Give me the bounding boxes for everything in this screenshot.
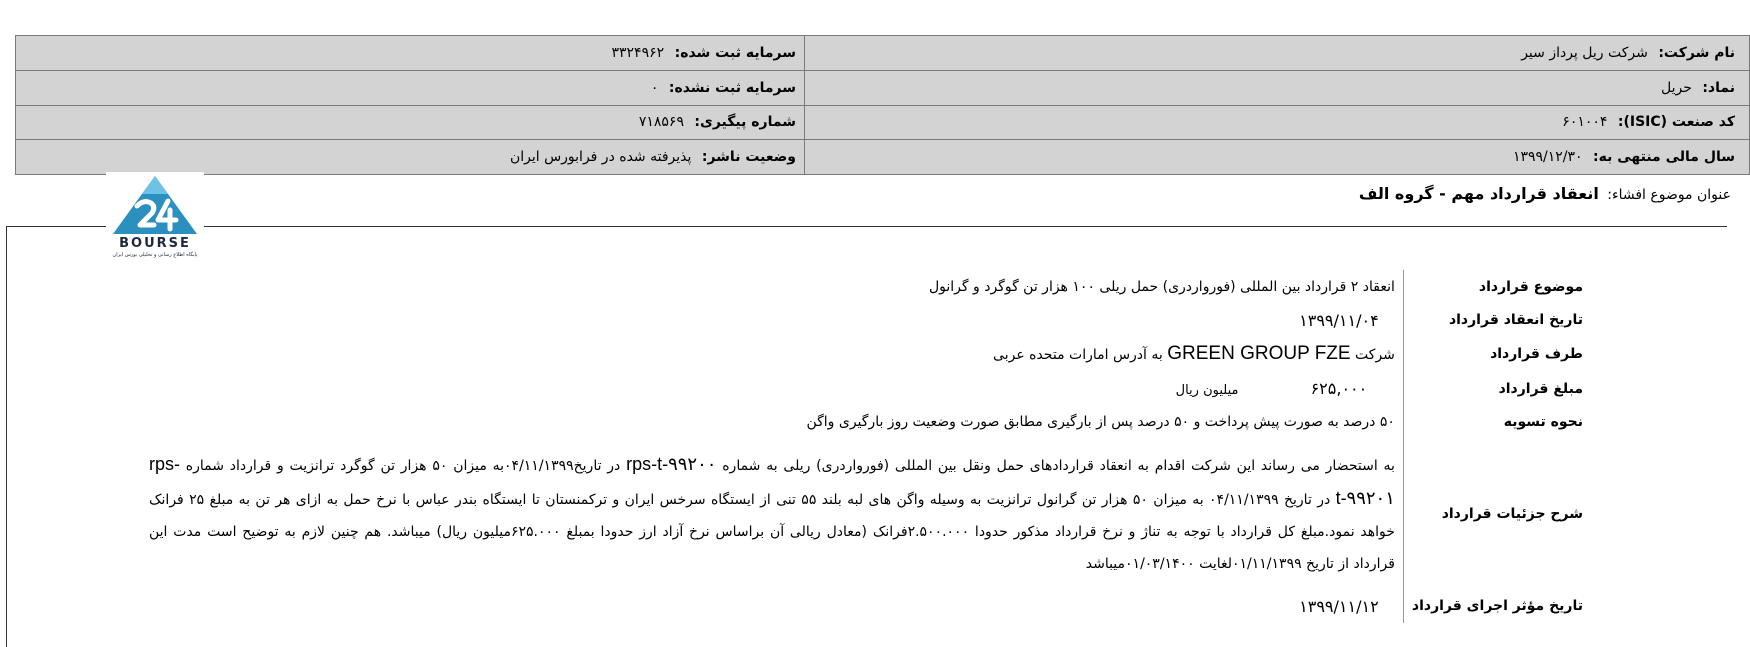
unregistered-capital-label: سرمایه ثبت نشده:	[668, 79, 796, 96]
bourse-logo	[106, 172, 204, 260]
disclosure-subject-value: انعقاد قرارداد مهم - گروه الف	[1358, 184, 1599, 203]
symbol-label: نماد:	[1702, 79, 1735, 96]
detail-row-subject	[149, 270, 1589, 304]
tracking-number-value: ۷۱۸۵۶۹	[638, 114, 684, 131]
unregistered-capital-cell	[16, 70, 805, 105]
description-part-3: در تاریخ ۰۴/۱۱/۱۳۹۹ به میزان ۵۰ هزار تن گرانول ترانزیت به وسیله واگن های لبه بلند ۵۵ تنی از ایستگاه سرخس ایران و ترکمنستان تا ایستگاه بندر عباس با نرخ حمل به ازای هر تن به مبلغ ۲۵ فرانک خواهد نمود.مبلغ کل قرارداد با توجه به تناژ و نرخ قرارداد مذکور حدودا ۲.۵۰۰.۰۰۰فرانک (معادل ریالی آن براساس نرخ آزاد ارز حدودا بمبلغ ۶۲۵.۰۰۰میلیون ریال) میباشد. هم چنین لازم به توضیح است مدت این قرارداد از تاریخ ۰۱/۱۱/۱۳۹۹لغایت ۰۱/۰۳/۱۴۰۰میباشد	[149, 492, 1395, 572]
disclosure-subject-label: عنوان موضوع افشاء:	[1607, 187, 1731, 203]
contract-amount-cell	[149, 372, 1403, 405]
disclosure-subject	[1359, 184, 1731, 203]
company-name-cell	[805, 36, 1750, 71]
contract-party-suffix: به آدرس امارات متحده عربی	[993, 347, 1163, 363]
company-info-table	[15, 35, 1750, 175]
contract-details-table	[149, 270, 1589, 623]
isic-label: کد صنعت (ISIC):	[1617, 114, 1735, 131]
contract-amount-unit: میلیون ریال	[1175, 383, 1239, 398]
isic-value: ۶۰۱۰۰۴	[1562, 114, 1608, 131]
description-cell	[149, 439, 1403, 589]
detail-row-party	[149, 336, 1589, 372]
contract-number-2: rps-t-۹۹۲۰۱	[149, 454, 1395, 508]
effective-date-cell	[149, 589, 1403, 623]
settlement-label: نحوه تسویه	[1403, 405, 1589, 439]
tracking-number-cell	[16, 105, 805, 140]
info-row	[16, 105, 1750, 140]
effective-date-label: تاریخ مؤثر اجرای قرارداد	[1403, 589, 1589, 623]
contract-party-cell	[149, 336, 1403, 372]
contract-date-value: ۱۳۹۹/۱۱/۰۴	[1299, 310, 1379, 330]
contract-party-name: GREEN GROUP FZE	[1167, 343, 1351, 364]
contract-party-label: طرف قرارداد	[1403, 336, 1589, 372]
contract-date-label: تاریخ انعقاد قرارداد	[1403, 304, 1589, 336]
fiscal-year-value: ۱۳۹۹/۱۲/۳۰	[1512, 149, 1583, 166]
contract-date-cell	[149, 304, 1403, 336]
info-row	[16, 140, 1750, 175]
detail-row-amount	[149, 372, 1589, 405]
isic-cell	[805, 105, 1750, 140]
bourse-logo-icon	[106, 172, 204, 238]
unregistered-capital-value: ۰	[650, 79, 659, 96]
contract-subject-value: انعقاد ۲ قرارداد بین المللی (فورواردری) حمل ریلی ۱۰۰ هزار تن گوگرد و گرانول	[928, 279, 1395, 295]
publisher-status-value: پذیرفته شده در فرابورس ایران	[509, 149, 692, 166]
contract-amount-value: ۶۲۵,۰۰۰	[1310, 379, 1368, 398]
detail-row-effective-date	[149, 589, 1589, 623]
detail-row-settlement	[149, 405, 1589, 439]
contract-amount-label: مبلغ قرارداد	[1403, 372, 1589, 405]
tracking-number-label: شماره پیگیری:	[694, 114, 796, 131]
info-row	[16, 36, 1750, 71]
settlement-value: ۵۰ درصد به صورت پیش پرداخت و ۵۰ درصد پس از بارگیری مطابق صورت وضعیت روز بارگیری واگن	[806, 414, 1395, 430]
company-name-label: نام شرکت:	[1658, 44, 1735, 61]
publisher-status-label: وضعیت ناشر:	[701, 149, 796, 166]
publisher-status-cell	[16, 140, 805, 175]
info-row	[16, 70, 1750, 105]
effective-date-value: ۱۳۹۹/۱۱/۱۲	[1299, 596, 1379, 616]
registered-capital-cell	[16, 36, 805, 71]
symbol-value: حریل	[1660, 79, 1692, 96]
contract-subject-label: موضوع قرارداد	[1403, 270, 1589, 304]
detail-row-description	[149, 439, 1589, 589]
fiscal-year-cell	[805, 140, 1750, 175]
bourse-logo-wordmark: BOURSE	[119, 236, 191, 251]
registered-capital-label: سرمایه ثبت شده:	[674, 44, 796, 61]
contract-party-prefix: شرکت	[1355, 347, 1395, 363]
detail-row-date	[149, 304, 1589, 336]
description-part-2: در تاریخ۰۴/۱۱/۱۳۹۹به میزان ۵۰ هزار تن گوگرد ترانزیت و قرارداد شماره	[185, 458, 621, 474]
fiscal-year-label: سال مالی منتهی به:	[1593, 149, 1735, 166]
registered-capital-value: ۳۳۲۴۹۶۲	[611, 44, 665, 61]
symbol-cell	[805, 70, 1750, 105]
bourse-logo-caption: پایگاه اطلاع رسانی و تحلیلی بورس ایران	[112, 252, 198, 258]
description-label: شرح جزئیات قرارداد	[1403, 439, 1589, 589]
description-part-1: به استحضار می رساند این شرکت اقدام به انعقاد قراردادهای حمل ونقل بین المللی (فورواردری) ریلی به شماره	[722, 458, 1395, 474]
contract-number-1: rps-t-۹۹۲۰۰	[626, 454, 717, 474]
company-name-value: شرکت ریل پرداز سیر	[1521, 44, 1648, 61]
